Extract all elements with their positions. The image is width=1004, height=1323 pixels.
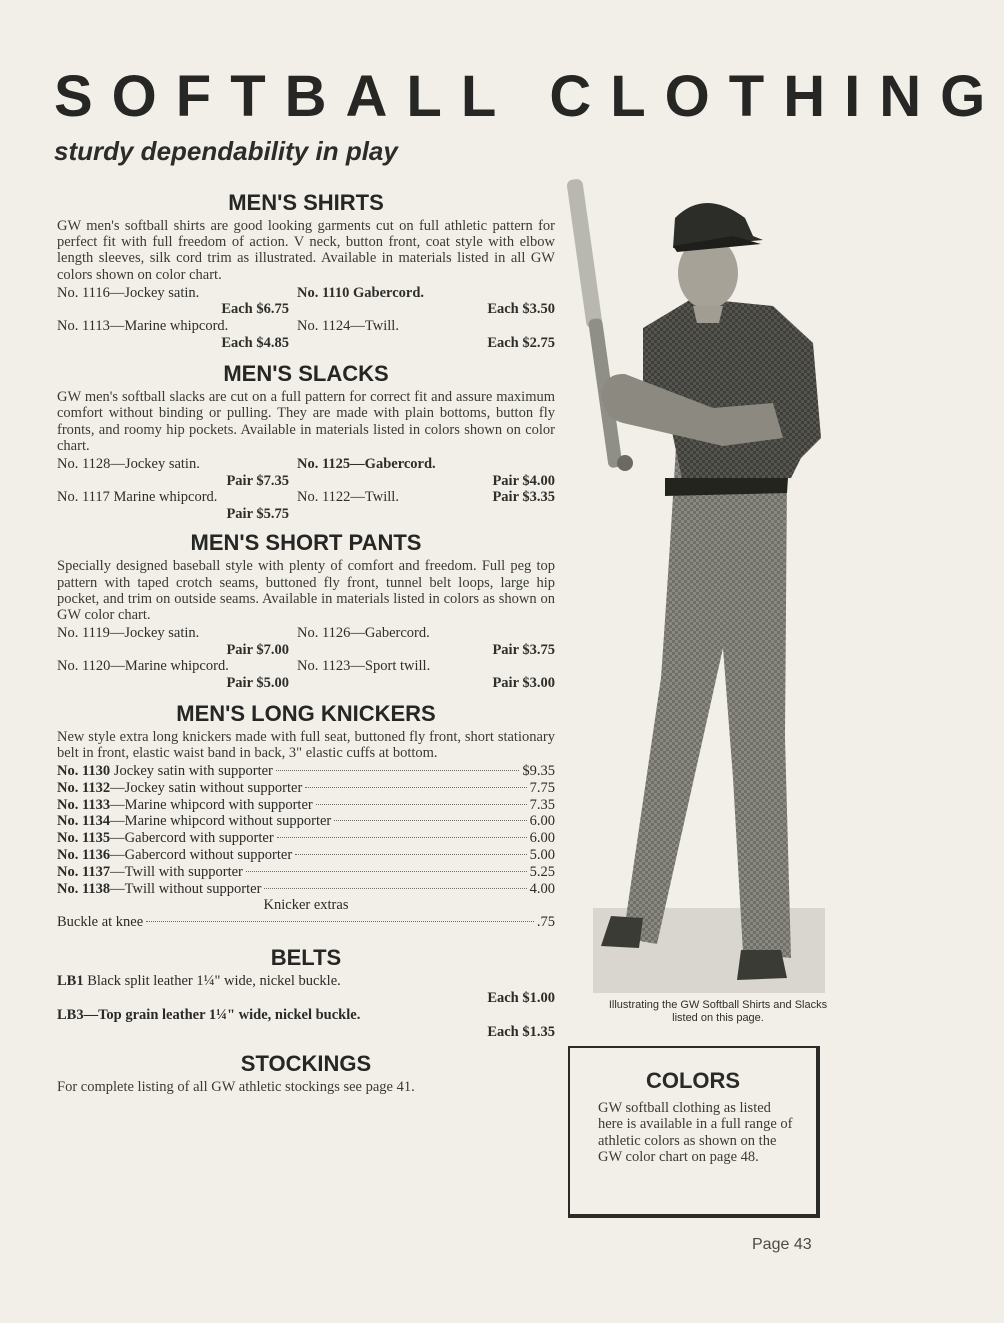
item-price: Pair $5.75 [226,505,289,522]
item-price: 7.75 [529,779,555,796]
item-number: LB1 [57,973,84,990]
belt-item [57,973,555,990]
item-price: Pair $3.00 [492,674,555,691]
item-name: No. 1125—Gabercord. [297,456,436,472]
belt-item [57,1007,555,1024]
item-number: No. 1134 [57,813,111,830]
list-item [57,847,555,864]
shirts-description: GW men's softball shirts are good looking garments cut on full athletic pattern for perfect fit with full freedom of action. V neck, button front, coat style with elbow length sleeves, silk cord trim as illustrated. Available in materials listed in all GW colors shown on color chart. [57,218,555,283]
item-number: No. 1133 [57,796,111,813]
short-pants-price-grid [57,625,555,691]
item-price: Each $4.85 [221,334,289,351]
leader-dots [305,787,526,788]
item-name: No. 1119—Jockey satin. [57,625,200,642]
item-price: Each $1.35 [487,1024,555,1041]
belts-heading: BELTS [270,945,342,971]
item-price: .75 [536,914,555,931]
item-price: Pair $7.35 [226,472,289,489]
item-price: 5.25 [529,863,555,880]
item-number: No. 1130 [57,762,111,779]
leader-dots [295,854,526,855]
item-name: Buckle at knee [57,914,144,931]
leader-dots [334,820,526,821]
page-title: SOFTBALL CLOTHING [54,64,1004,129]
list-item [57,830,555,847]
knicker-extras-heading: Knicker extras [263,897,349,914]
item-price: Pair $4.00 [492,472,555,489]
colors-info-box [568,1046,820,1218]
item-number: No. 1137 [57,863,111,880]
item-price: 6.00 [529,813,555,830]
photo-caption: Illustrating the GW Softball Shirts and Slacks listed on this page. [608,999,828,1024]
product-column [57,190,555,1095]
item-number: No. 1138 [57,880,111,897]
list-item [57,881,555,898]
colors-text: GW softball clothing as listed here is available in a full range of athletic colors as shown on the GW color chart on page 48. [598,1100,793,1166]
item-name: No. 1116—Jockey satin. [57,284,200,301]
short-pants-description: Specially designed baseball style with plenty of comfort and freedom. Full peg top pattern with taped crotch seams, buttoned fly front, tunnel belt loops, large hip pocket, and trim on outside seams. Available in materials listed in colors as shown on GW color chart. [57,558,555,623]
item-number: No. 1135 [57,830,111,847]
item-price: 4.00 [529,880,555,897]
leader-dots [276,770,520,771]
item-name: No. 1120—Marine whipcord. [57,658,229,675]
stockings-heading: STOCKINGS [240,1051,372,1077]
item-name: —Twill with supporter [110,863,243,880]
item-price: Pair $3.75 [492,641,555,658]
list-item [57,797,555,814]
item-price: Each $3.50 [487,301,555,318]
item-price: Each $2.75 [487,334,555,351]
list-item [57,763,555,780]
item-name: No. 1128—Jockey satin. [57,456,200,472]
item-name: —Marine whipcord without supporter [110,813,332,830]
page-number: Page 43 [752,1236,812,1253]
shirts-heading: MEN'S SHIRTS [228,190,384,215]
item-name: No. 1123—Sport twill. [297,658,431,675]
leader-dots [316,804,527,805]
item-name: —Twill without supporter [110,880,262,897]
item-name: No. 1117 Marine whipcord. [57,489,218,506]
list-item [57,914,555,931]
slacks-price-grid [57,456,555,522]
item-price: 7.35 [529,796,555,813]
item-price: Each $1.00 [487,990,555,1007]
softball-player-photo [573,178,825,993]
item-row [297,489,555,506]
leader-dots [246,871,527,872]
item-price: Pair $5.00 [226,674,289,691]
item-name: —Marine whipcord with supporter [110,796,313,813]
item-name: —Gabercord without supporter [110,846,293,863]
page-subtitle: sturdy dependability in play [54,136,398,166]
stockings-description: For complete listing of all GW athletic stockings see page 41. [57,1079,415,1096]
item-price: $9.35 [522,762,555,779]
item-price: Pair $7.00 [226,641,289,658]
grid-spacer [297,506,555,523]
leader-dots [277,837,527,838]
item-number: No. 1136 [57,846,111,863]
item-price: Each $6.75 [221,301,289,318]
item-number: LB3 [57,1007,84,1024]
short-pants-heading: MEN'S SHORT PANTS [190,530,422,556]
knickers-price-list [57,763,555,931]
shirts-price-grid [57,285,555,351]
item-name: Black split leather 1¼" wide, nickel buckle. [83,973,341,990]
item-name: No. 1110 Gabercord. [297,284,425,301]
slacks-heading: MEN'S SLACKS [223,361,389,387]
item-name: No. 1122—Twill. [297,489,399,506]
item-name: No. 1126—Gabercord. [297,625,430,642]
item-name: Jockey satin with supporter [110,762,273,779]
item-price: 5.00 [529,846,555,863]
item-price: 6.00 [529,830,555,847]
list-item [57,813,555,830]
list-item [57,864,555,881]
leader-dots [264,888,526,889]
knickers-heading: MEN'S LONG KNICKERS [176,700,436,726]
item-name: —Top grain leather 1¼" wide, nickel buckle. [83,1007,361,1024]
item-price: Pair $3.35 [492,489,555,506]
item-name: —Gabercord with supporter [110,830,274,847]
item-number: No. 1132 [57,779,111,796]
item-name: No. 1113—Marine whipcord. [57,318,229,334]
leader-dots [146,921,534,922]
item-name: —Jockey satin without supporter [110,779,303,796]
knickers-description: New style extra long knickers made with full seat, buttoned fly front, short stationary belt in front, elastic waist band in back, 3" elastic cuffs at bottom. [57,728,555,761]
list-item [57,780,555,797]
item-name: No. 1124—Twill. [297,318,399,334]
slacks-description: GW men's softball slacks are cut on a full pattern for correct fit and assure maximum comfort without binding or pulling. They are made with plain bottoms, button fly fronts, and roomy hip pockets. Available in materials listed in colors shown on color chart. [57,389,555,454]
colors-heading: COLORS [645,1068,741,1093]
